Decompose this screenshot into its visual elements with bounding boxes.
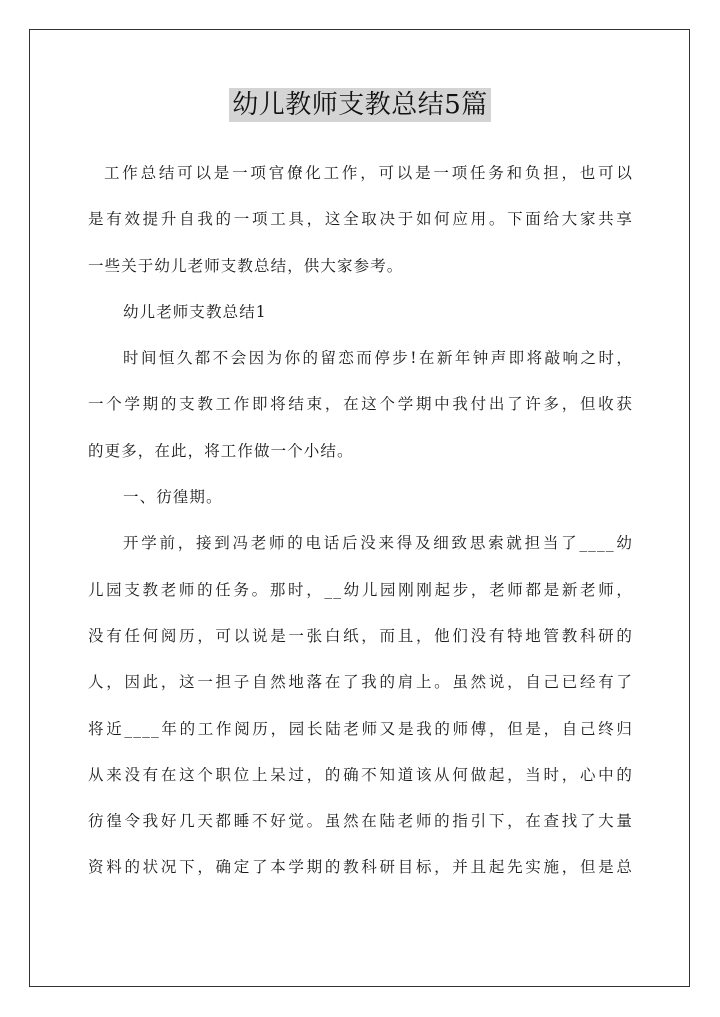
title-container (0, 88, 720, 122)
paragraph-line: 的更多，在此，将工作做一个小结。 (88, 441, 354, 460)
paragraph-line: 将近____年的工作阅历，园长陆老师又是我的师傅，但是，自己终归 (88, 719, 633, 738)
paragraph-line: 从来没有在这个职位上呆过，的确不知道该从何做起，当时，心中的 (88, 765, 633, 784)
paragraph-line: 资料的状况下，确定了本学期的教科研目标，并且起先实施，但是总 (88, 858, 633, 877)
section-heading: 一、彷徨期。 (123, 488, 223, 507)
paragraph-line: 时间恒久都不会因为你的留恋而停步!在新年钟声即将敲响之时， (123, 349, 633, 368)
paragraph-line: 彷徨令我好几天都睡不好觉。虽然在陆老师的指引下，在查找了大量 (88, 812, 633, 831)
document-body (88, 150, 633, 891)
section-heading: 幼儿老师支教总结1 (123, 302, 267, 321)
paragraph-line: 儿园支教老师的任务。那时，__幼儿园刚刚起步，老师都是新老师， (88, 580, 633, 599)
paragraph-line: 人，因此，这一担子自然地落在了我的肩上。虽然说，自己已经有了 (88, 673, 633, 692)
paragraph-line: 是有效提升自我的一项工具，这全取决于如何应用。下面给大家共享 (88, 210, 633, 229)
paragraph-line: 工作总结可以是一项官僚化工作，可以是一项任务和负担，也可以 (104, 164, 633, 182)
paragraph-line: 一个学期的支教工作即将结束，在这个学期中我付出了许多，但收获 (88, 395, 633, 414)
paragraph-line: 开学前，接到冯老师的电话后没来得及细致思索就担当了____幼 (123, 534, 633, 553)
document-title: 幼儿教师支教总结5篇 (229, 88, 491, 122)
paragraph-line: 没有任何阅历，可以说是一张白纸，而且，他们没有特地管教科研的 (88, 626, 633, 645)
paragraph-line: 一些关于幼儿老师支教总结，供大家参考。 (88, 256, 404, 275)
